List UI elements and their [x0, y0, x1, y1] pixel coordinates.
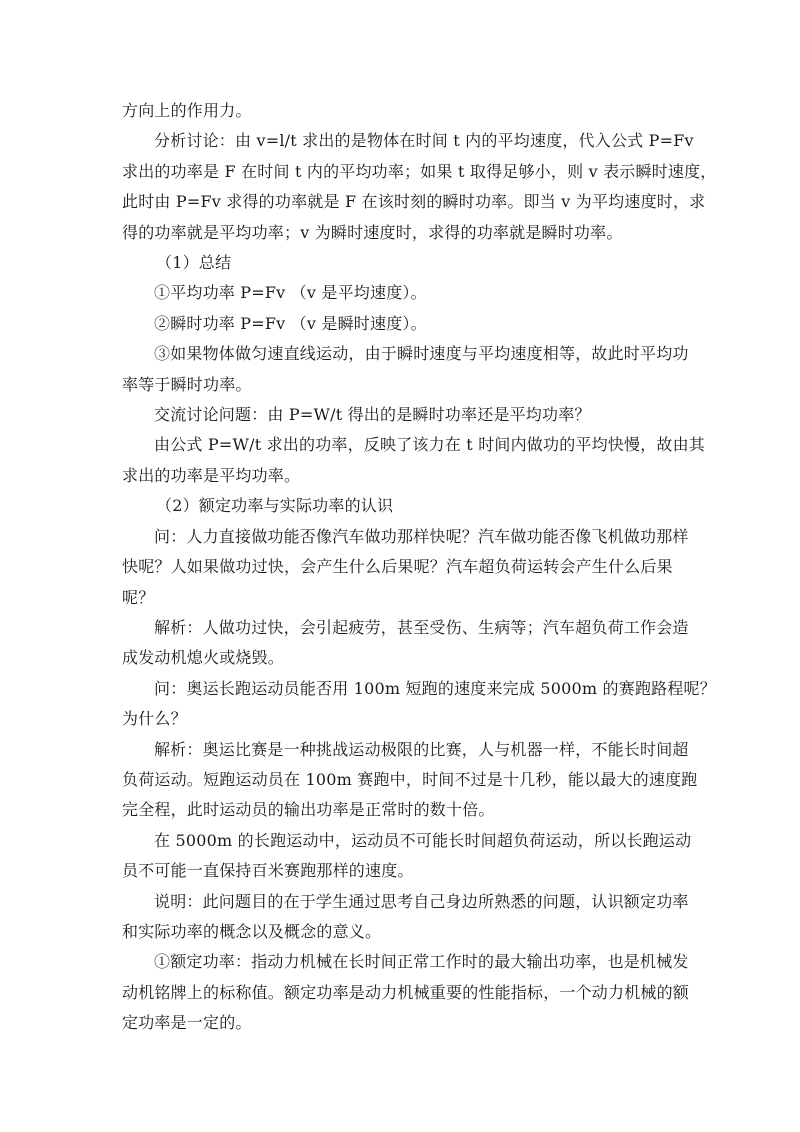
text-line-13: 求出的功率是平均功率。	[122, 465, 301, 485]
text-line-21: 为什么？	[122, 709, 187, 729]
text-line-29: ①额定功率：指动力机械在长时间正常工作时的最大输出功率，也是机械发	[154, 952, 689, 972]
text-line-31: 定功率是一定的。	[122, 1013, 252, 1033]
text-line-16: 快呢？人如果做功过快，会产生什么后果呢？汽车超负荷运转会产生什么后果	[122, 557, 673, 577]
text-line-22: 解析：奥运比赛是一种挑战运动极限的比赛，人与机器一样，不能长时间超	[154, 739, 689, 759]
text-line-30: 动机铭牌上的标称值。额定功率是动力机械重要的性能指标，一个动力机械的额	[122, 982, 690, 1002]
text-line-04: 此时由 P=Fv 求得的功率就是 F 在该时刻的瞬时功率。即当 v 为平均速度时，求	[122, 192, 706, 212]
text-line-18: 解析：人做功过快，会引起疲劳，甚至受伤、生病等；汽车超负荷工作会造	[154, 617, 689, 637]
text-line-15: 问：人力直接做功能否像汽车做功那样快呢？汽车做功能否像飞机做功那样	[154, 526, 689, 546]
text-line-26: 员不可能一直保持百米赛跑那样的速度。	[122, 861, 414, 881]
text-line-07: ①平均功率 P=Fv （v 是平均速度）。	[154, 283, 427, 303]
text-line-12: 由公式 P=W/t 求出的功率，反映了该力在 t 时间内做功的平均快慢，故由其	[154, 435, 706, 455]
text-line-10: 率等于瞬时功率。	[122, 374, 252, 394]
text-line-27: 说明：此问题目的在于学生通过思考自己身边所熟悉的问题，认识额定功率	[154, 891, 689, 911]
text-line-02: 分析讨论：由 v=l/t 求出的是物体在时间 t 内的平均速度，代入公式 P=Fv	[154, 131, 694, 151]
text-line-11: 交流讨论问题：由 P=W/t 得出的是瞬时功率还是平均功率？	[154, 405, 591, 425]
text-line-14: （2）额定功率与实际功率的认识	[156, 496, 394, 516]
text-line-19: 成发动机熄火或烧毁。	[122, 648, 285, 668]
document-body	[122, 96, 717, 1039]
text-line-08: ②瞬时功率 P=Fv （v 是瞬时速度）。	[154, 313, 427, 333]
text-line-17: 呢？	[122, 587, 155, 607]
text-line-09: ③如果物体做匀速直线运动，由于瞬时速度与平均速度相等，故此时平均功	[154, 344, 689, 364]
text-line-25: 在 5000m 的长跑运动中，运动员不可能长时间超负荷运动，所以长跑运动	[154, 830, 692, 850]
text-line-20: 问：奥运长跑运动员能否用 100m 短跑的速度来完成 5000m 的赛跑路程呢？	[154, 678, 716, 698]
text-line-06: （1）总结	[156, 253, 232, 273]
text-line-03: 求出的功率是 F 在时间 t 内的平均功率；如果 t 取得足够小，则 v 表示瞬时速度，	[122, 161, 717, 181]
text-line-28: 和实际功率的概念以及概念的意义。	[122, 921, 382, 941]
text-line-24: 完全程，此时运动员的输出功率是正常时的数十倍。	[122, 800, 495, 820]
text-line-01: 方向上的作用力。	[122, 101, 252, 120]
text-line-23: 负荷运动。短跑运动员在 100m 赛跑中，时间不过是十几秒，能以最大的速度跑	[122, 769, 698, 789]
text-line-05: 得的功率就是平均功率；v 为瞬时速度时，求得的功率就是瞬时功率。	[122, 222, 623, 242]
